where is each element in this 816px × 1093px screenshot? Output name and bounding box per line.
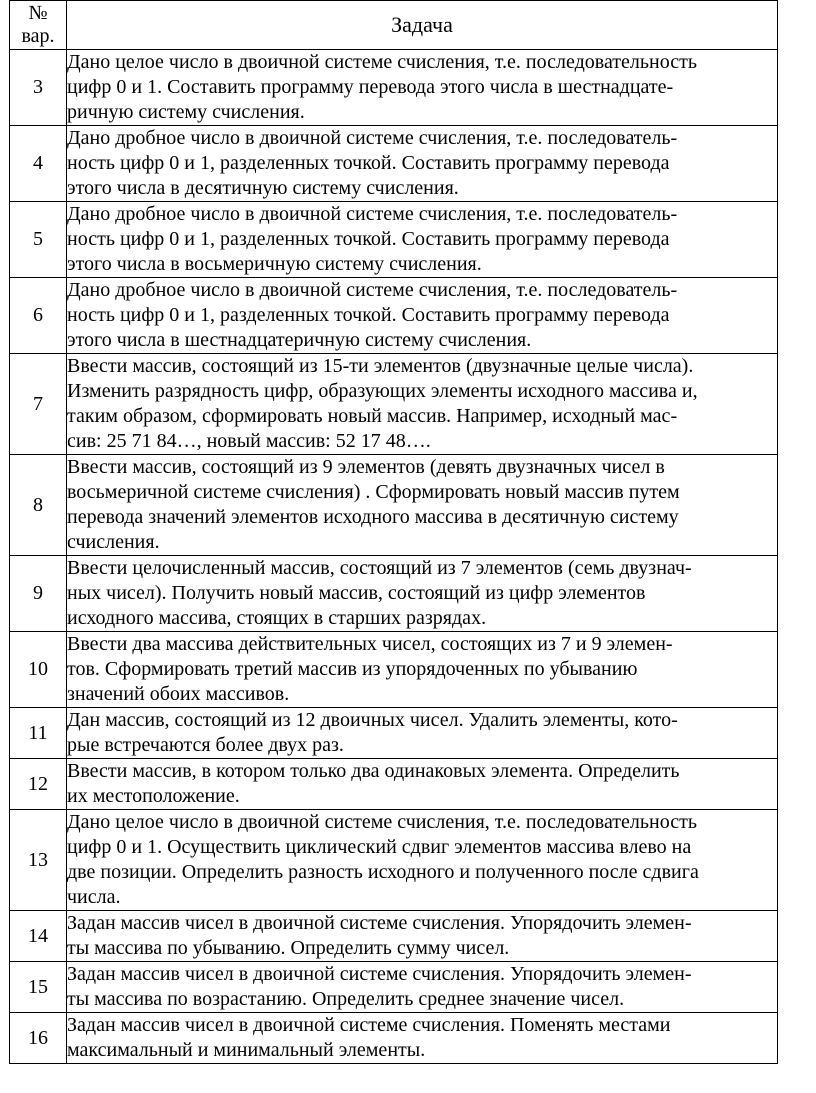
task-text-line: таким образом, сформировать новый массив. Например, исходный мас- [67, 405, 678, 427]
task-text-line: Изменить разрядность цифр, образующих элементы исходного массива и, [67, 380, 698, 402]
task-text-line: исходного массива, стоящих в старших разрядах. [67, 607, 487, 629]
task-text-line: цифр 0 и 1. Осуществить циклический сдвиг элементов массива влево на [67, 836, 692, 858]
task-text-line: сив: 25 71 84…, новый массив: 52 17 48…. [67, 430, 431, 452]
variant-number: 9 [10, 556, 67, 632]
task-description [67, 708, 778, 759]
variant-number-header [10, 1, 67, 50]
table-row [10, 455, 778, 556]
task-text-line: ных чисел). Получить новый массив, состоящий из цифр элементов [67, 582, 646, 604]
task-text-line: ты массива по возрастанию. Определить среднее значение чисел. [67, 988, 625, 1010]
header-row [10, 1, 778, 50]
task-text-line: ность цифр 0 и 1, разделенных точкой. Составить программу перевода [67, 228, 670, 250]
task-text-line: Дано дробное число в двоичной системе счисления, т.е. последователь- [67, 203, 678, 225]
table-row [10, 1013, 778, 1064]
task-text-line: две позиции. Определить разность исходного и полученного после сдвига [67, 861, 699, 883]
task-text-line: счисления. [67, 531, 160, 553]
task-text-line: Задан массив чисел в двоичной системе счисления. Упорядочить элемен- [67, 963, 692, 985]
tasks-table [9, 0, 778, 1064]
task-text-line: Ввести два массива действительных чисел, состоящих из 7 и 9 элемен- [67, 633, 673, 655]
task-text-line: их местоположение. [67, 785, 240, 807]
task-description [67, 1013, 778, 1064]
task-text-line: перевода значений элементов исходного массива в десятичную систему [67, 506, 679, 528]
task-text-line: Дан массив, состоящий из 12 двоичных чисел. Удалить элементы, кото- [67, 709, 678, 731]
task-text-line: тов. Сформировать третий массив из упорядоченных по убыванию [67, 658, 638, 680]
task-text-line: цифр 0 и 1. Составить программу перевода этого числа в шестнадцате- [67, 76, 674, 98]
task-text-line: Задан массив чисел в двоичной системе счисления. Поменять местами [67, 1014, 671, 1036]
table-row [10, 278, 778, 354]
variant-number: 10 [10, 632, 67, 708]
variant-number: 5 [10, 202, 67, 278]
task-text-line: числа. [67, 886, 121, 908]
task-text-line: Задан массив чисел в двоичной системе счисления. Упорядочить элемен- [67, 912, 692, 934]
variant-number: 6 [10, 278, 67, 354]
task-text-line: Дано дробное число в двоичной системе счисления, т.е. последователь- [67, 279, 678, 301]
task-description [67, 354, 778, 455]
task-description [67, 759, 778, 810]
header-num-symbol: № [28, 2, 48, 24]
table-row [10, 759, 778, 810]
task-description [67, 50, 778, 126]
task-description [67, 202, 778, 278]
table-row [10, 126, 778, 202]
task-description [67, 911, 778, 962]
variant-number: 8 [10, 455, 67, 556]
task-description [67, 455, 778, 556]
tasks-table-body [10, 50, 778, 1064]
task-text-line: ты массива по убыванию. Определить сумму чисел. [67, 937, 510, 959]
table-row [10, 202, 778, 278]
task-text-line: этого числа в десятичную систему счисления. [67, 177, 459, 199]
task-text-line: Ввести массив, состоящий из 15-ти элементов (двузначные целые числа). [67, 355, 694, 377]
variant-number: 7 [10, 354, 67, 455]
task-text-line: ность цифр 0 и 1, разделенных точкой. Составить программу перевода [67, 304, 670, 326]
variant-number: 4 [10, 126, 67, 202]
task-header: Задача [67, 1, 778, 50]
task-text-line: рые встречаются более двух раз. [67, 734, 344, 756]
task-text-line: максимальный и минимальный элементы. [67, 1039, 426, 1061]
task-text-line: этого числа в восьмеричную систему счисления. [67, 253, 482, 275]
task-text-line: восьмеричной системе счисления) . Сформировать новый массив путем [67, 481, 680, 503]
table-row [10, 911, 778, 962]
variant-number: 13 [10, 810, 67, 911]
table-row [10, 50, 778, 126]
task-text-line: Дано дробное число в двоичной системе счисления, т.е. последователь- [67, 127, 678, 149]
task-description [67, 126, 778, 202]
table-row [10, 632, 778, 708]
variant-number: 12 [10, 759, 67, 810]
variant-number: 11 [10, 708, 67, 759]
table-row [10, 708, 778, 759]
task-text-line: Ввести массив, состоящий из 9 элементов (девять двузначных чисел в [67, 456, 665, 478]
table-row [10, 962, 778, 1013]
task-text-line: ричную систему счисления. [67, 101, 305, 123]
task-text-line: Дано целое число в двоичной системе счисления, т.е. последовательность [67, 811, 697, 833]
variant-number: 15 [10, 962, 67, 1013]
task-text-line: Дано целое число в двоичной системе счисления, т.е. последовательность [67, 51, 697, 73]
task-description [67, 556, 778, 632]
task-text-line: Ввести целочисленный массив, состоящий из 7 элементов (семь двузнач- [67, 557, 692, 579]
task-description [67, 278, 778, 354]
task-text-line: значений обоих массивов. [67, 683, 290, 705]
task-description [67, 810, 778, 911]
task-text-line: ность цифр 0 и 1, разделенных точкой. Составить программу перевода [67, 152, 670, 174]
task-text-line: Ввести массив, в котором только два одинаковых элемента. Определить [67, 760, 680, 782]
header-num-label: вар. [21, 25, 55, 47]
task-text-line: этого числа в шестнадцатеричную систему счисления. [67, 329, 532, 351]
task-description [67, 632, 778, 708]
variant-number: 16 [10, 1013, 67, 1064]
table-row [10, 556, 778, 632]
table-row [10, 354, 778, 455]
variant-number: 3 [10, 50, 67, 126]
variant-number: 14 [10, 911, 67, 962]
table-row [10, 810, 778, 911]
task-description [67, 962, 778, 1013]
